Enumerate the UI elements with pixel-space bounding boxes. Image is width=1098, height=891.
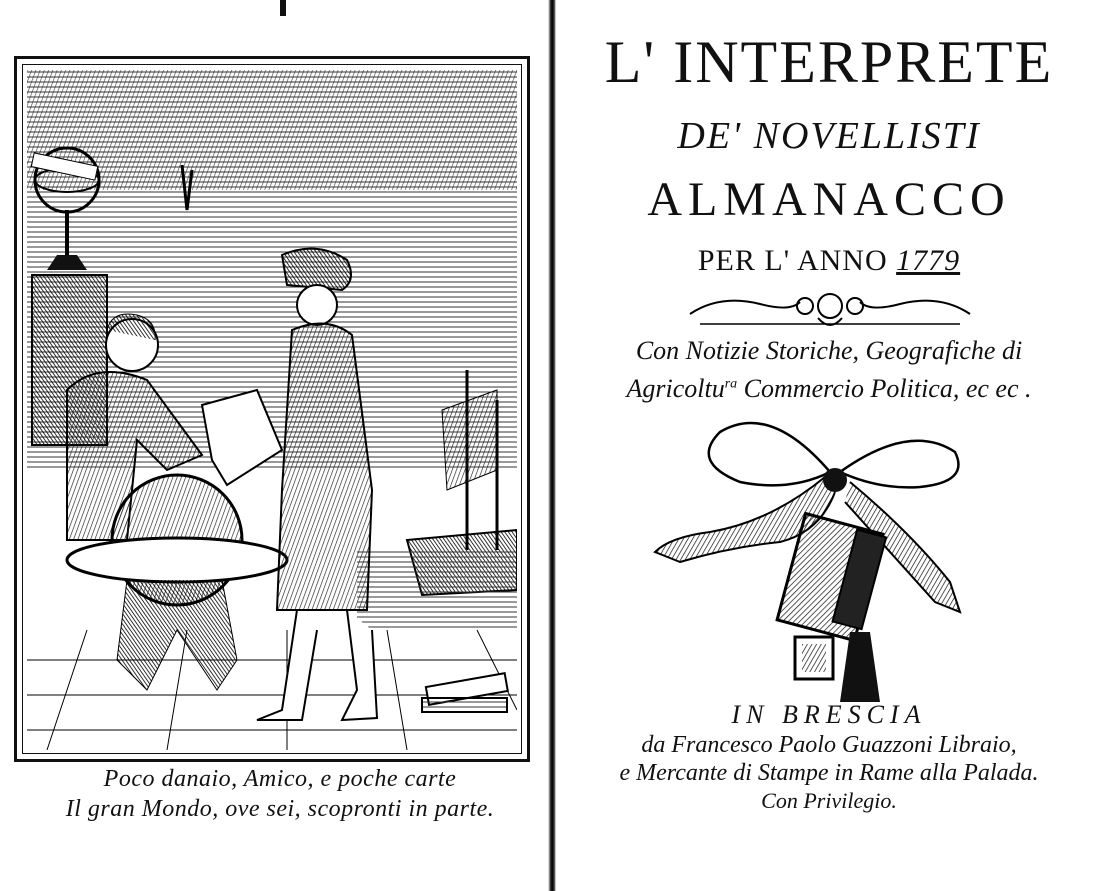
notes-line-2-part-b: Commercio Politica, ec ec . xyxy=(737,374,1032,403)
ink-smudge xyxy=(280,0,286,16)
almanac-heading: ALMANACCO xyxy=(647,173,1011,226)
caption-line-1: Poco danaio, Amico, e poche carte xyxy=(103,766,457,792)
frontispiece-engraving xyxy=(27,70,517,750)
caption-line-2: Il gran Mondo, ove sei, scopronti in parte. xyxy=(65,796,495,822)
ribbon-and-book-vignette xyxy=(650,412,980,702)
year-value: 1779 xyxy=(896,244,961,277)
sea xyxy=(357,550,517,630)
notes-superscript: ra xyxy=(724,376,738,392)
notes-line-2 xyxy=(560,374,1098,404)
publisher-line-1: da Francesco Paolo Guazzoni Libraio, xyxy=(641,732,1017,758)
book-spine-gutter xyxy=(548,0,556,891)
book-subtitle: DE' NOVELLISTI xyxy=(677,115,981,157)
notes-line-2-part-a: Agricoltu xyxy=(626,374,725,403)
year-line xyxy=(560,244,1098,278)
place-of-publication: IN BRESCIA xyxy=(731,700,927,729)
privilege-line: Con Privilegio. xyxy=(761,788,897,813)
flourish-ornament xyxy=(680,284,980,334)
publisher-line-2: e Mercante di Stampe in Rame alla Palada. xyxy=(619,760,1039,786)
book-title: L' INTERPRETE xyxy=(604,29,1054,95)
notes-line-1: Con Notizie Storiche, Geografiche di xyxy=(635,336,1023,365)
year-prefix: PER L' ANNO xyxy=(697,244,888,277)
